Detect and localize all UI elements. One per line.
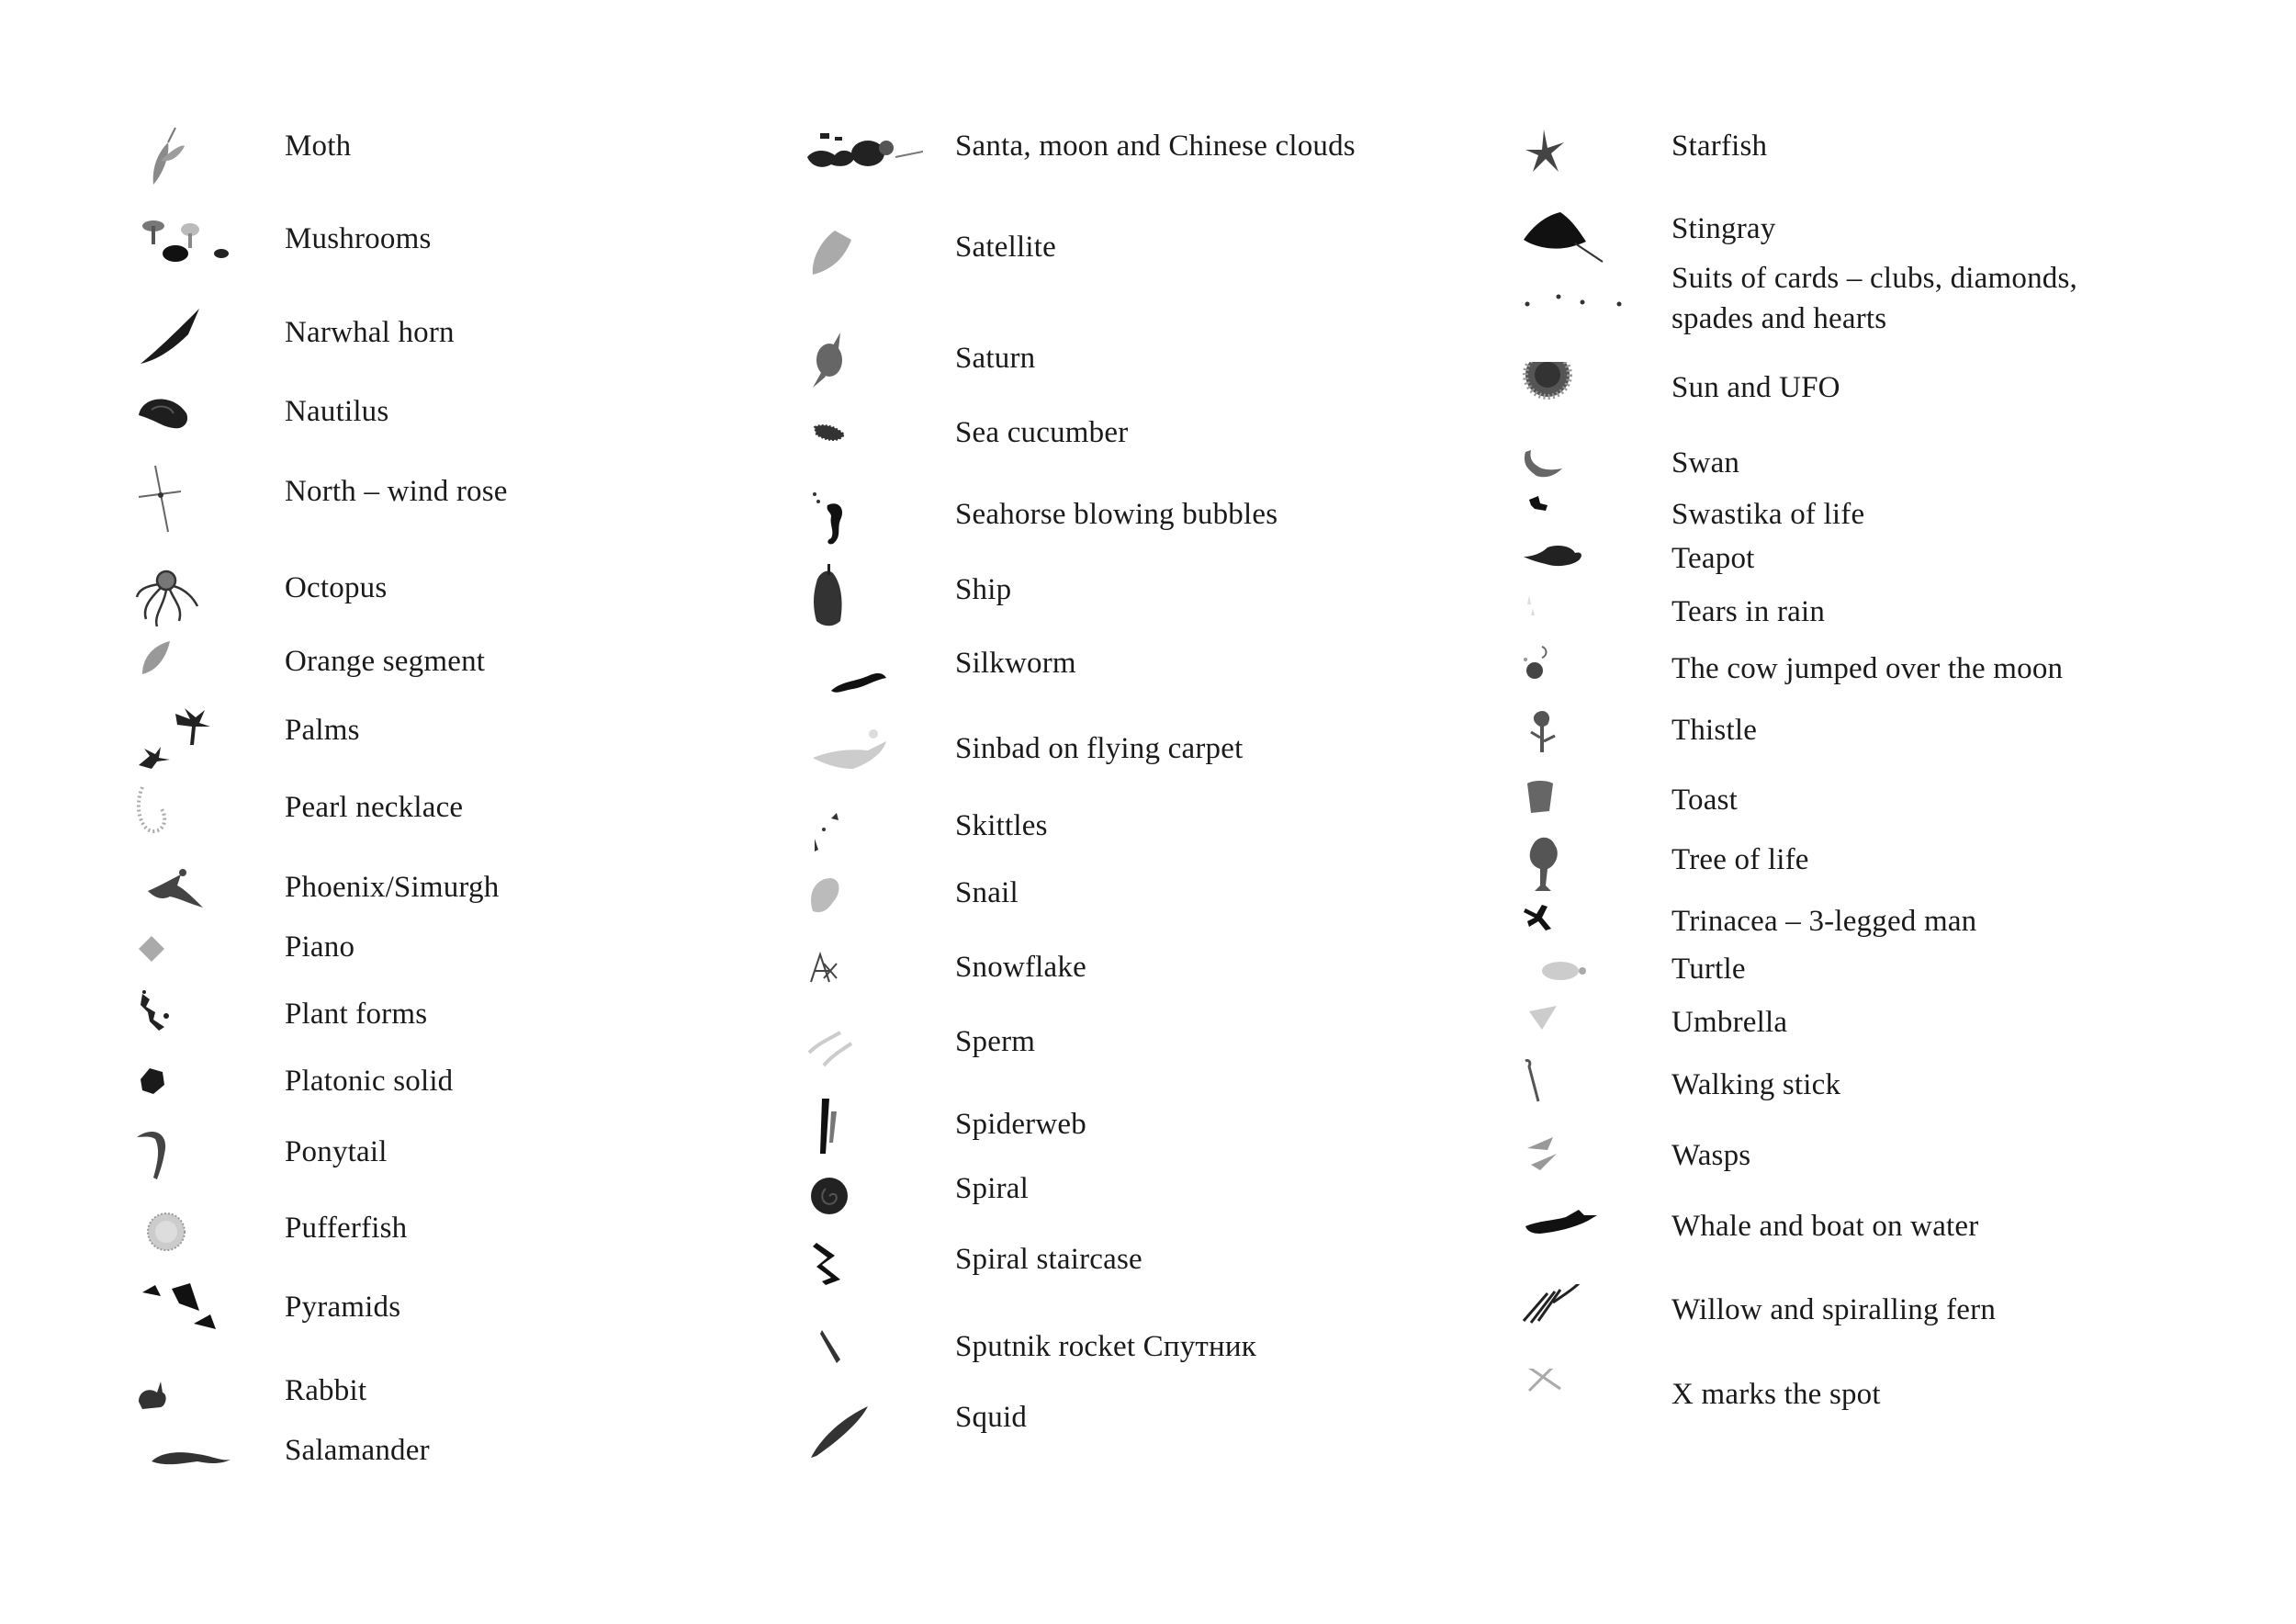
entry-label: Plant forms — [285, 998, 428, 1031]
palms-icon — [133, 705, 253, 776]
orange-segment-icon — [133, 636, 253, 707]
moth-icon — [133, 120, 253, 192]
index-entry — [133, 219, 850, 283]
index-entry — [133, 787, 850, 851]
entry-label: Sea cucumber — [955, 416, 1129, 449]
entry-label: Swan — [1671, 446, 1740, 479]
index-entry — [1520, 710, 2236, 774]
entry-label: Santa, moon and Chinese clouds — [955, 130, 1356, 163]
index-column-3 — [1520, 0, 2236, 1624]
entry-label: Piano — [285, 930, 355, 964]
entry-label: Starfish — [1671, 130, 1768, 163]
index-entry — [804, 338, 1520, 402]
entry-label: Mushrooms — [285, 222, 432, 255]
index-entry — [1520, 1065, 2236, 1129]
nautilus-icon — [133, 386, 253, 457]
spiral-staircase-icon — [804, 1234, 923, 1305]
skittles-icon — [804, 800, 923, 872]
snail-icon — [804, 867, 923, 939]
index-entry — [804, 643, 1520, 707]
entry-label: Tree of life — [1671, 843, 1809, 876]
index-entry — [133, 710, 850, 774]
entry-label: Stingray — [1671, 212, 1776, 245]
index-entry — [1520, 1206, 2236, 1270]
index-entry — [804, 1239, 1520, 1303]
pyramids-icon — [133, 1281, 253, 1353]
entry-label: Wasps — [1671, 1139, 1751, 1172]
entry-label: Trinacea – 3-legged man — [1671, 905, 1977, 938]
wasps-icon — [1520, 1130, 1639, 1201]
entry-label: Nautilus — [285, 395, 389, 428]
satellite-icon — [804, 221, 923, 293]
index-entry — [804, 1104, 1520, 1168]
entry-label: X marks the spot — [1671, 1378, 1881, 1411]
index-entry — [133, 471, 850, 536]
index-column-1 — [133, 0, 850, 1624]
entry-label: Narwhal horn — [285, 316, 455, 349]
whale-boat-icon — [1520, 1201, 1639, 1272]
plant-forms-icon — [133, 988, 253, 1060]
entry-label: Pearl necklace — [285, 791, 464, 824]
entry-label: Teapot — [1671, 542, 1755, 575]
entry-label: Snail — [955, 876, 1019, 909]
index-entry — [133, 927, 850, 991]
index-entry — [804, 806, 1520, 870]
pufferfish-icon — [133, 1202, 253, 1274]
entry-label: Willow and spiralling fern — [1671, 1293, 1997, 1326]
entry-label: Sun and UFO — [1671, 371, 1840, 404]
entry-label: Ship — [955, 573, 1012, 606]
entry-label: Pyramids — [285, 1291, 401, 1324]
entry-label: Sperm — [955, 1025, 1036, 1058]
entry-label: Whale and boat on water — [1671, 1210, 1979, 1243]
walking-stick-icon — [1520, 1059, 1639, 1131]
entry-label: Saturn — [955, 342, 1036, 375]
entry-label: Palms — [285, 714, 360, 747]
index-entry — [1520, 367, 2236, 432]
octopus-icon — [133, 562, 253, 634]
entry-label: Spiral — [955, 1172, 1030, 1205]
index-entry — [804, 570, 1520, 634]
entry-label: Orange segment — [285, 645, 486, 678]
snowflake-icon — [804, 942, 923, 1013]
silkworm-icon — [804, 637, 923, 709]
index-entry — [133, 568, 850, 632]
spiral-icon — [804, 1163, 923, 1235]
index-entry — [804, 947, 1520, 1011]
narwhal-horn-icon — [133, 307, 253, 378]
entry-label: Tears in rain — [1671, 595, 1826, 628]
sperm-icon — [804, 1016, 923, 1088]
mushrooms-icon — [133, 213, 253, 285]
entry-label: Pufferfish — [285, 1212, 408, 1245]
index-entry — [133, 994, 850, 1058]
sputnik-rocket-icon — [804, 1321, 923, 1393]
index-entry — [133, 126, 850, 190]
entry-label: Suits of cards – clubs, diamonds, spades and hearts — [1671, 262, 2077, 335]
index-entry — [133, 1132, 850, 1196]
entry-label: Toast — [1671, 784, 1739, 817]
entry-label: Sputnik rocket Спутник — [955, 1330, 1256, 1363]
entry-label: Snowflake — [955, 951, 1086, 984]
index-entry — [804, 1168, 1520, 1233]
umbrella-icon — [1520, 997, 1639, 1068]
x-marks-spot-icon — [1520, 1369, 1639, 1440]
index-entry — [1520, 1002, 2236, 1066]
sun-ufo-icon — [1520, 362, 1639, 434]
willow-fern-icon — [1520, 1284, 1639, 1356]
entry-label: Turtle — [1671, 953, 1746, 986]
entry-label: North – wind rose — [285, 475, 508, 508]
saturn-icon — [804, 333, 923, 404]
ship-icon — [804, 564, 923, 636]
entry-label: Satellite — [955, 231, 1056, 264]
entry-label: Phoenix/Simurgh — [285, 871, 500, 904]
index-entry — [1520, 258, 2236, 335]
entry-label: Thistle — [1671, 714, 1758, 747]
entry-label: Octopus — [285, 571, 388, 604]
entry-label: Umbrella — [1671, 1006, 1788, 1039]
thistle-icon — [1520, 705, 1639, 776]
index-entry — [804, 494, 1520, 558]
index-entry — [804, 1326, 1520, 1391]
entry-label: Squid — [955, 1401, 1028, 1434]
entry-label: Sinbad on flying carpet — [955, 732, 1244, 765]
index-entry — [804, 1021, 1520, 1086]
entry-label: Walking stick — [1671, 1068, 1841, 1101]
entry-label: Moth — [285, 130, 352, 163]
index-entry — [133, 312, 850, 377]
index-entry — [1520, 126, 2236, 190]
index-entry — [804, 873, 1520, 937]
entry-label: Rabbit — [285, 1374, 367, 1407]
piano-icon — [133, 921, 253, 993]
index-entry — [133, 1061, 850, 1125]
entry-label: The cow jumped over the moon — [1671, 652, 2064, 685]
index-entry — [1520, 1290, 2236, 1354]
seahorse-icon — [804, 489, 923, 560]
index-entry — [1520, 1374, 2236, 1438]
index-entry — [804, 227, 1520, 291]
index-entry — [133, 1287, 850, 1351]
entry-label: Spiral staircase — [955, 1243, 1142, 1276]
sea-cucumber-icon — [804, 407, 923, 479]
index-entry — [133, 391, 850, 456]
card-suits-icon — [1520, 253, 1639, 324]
index-entry — [1520, 648, 2236, 713]
entry-label: Skittles — [955, 809, 1048, 842]
index-entry — [133, 1208, 850, 1272]
entry-label: Salamander — [285, 1434, 430, 1467]
santa-moon-clouds-icon — [804, 120, 923, 192]
platonic-solid-icon — [133, 1055, 253, 1127]
entry-label: Ponytail — [285, 1135, 388, 1168]
ponytail-icon — [133, 1126, 253, 1198]
salamander-icon — [133, 1425, 253, 1496]
entry-label: Spiderweb — [955, 1108, 1086, 1141]
index-entry — [804, 728, 1520, 793]
starfish-icon — [1520, 120, 1639, 192]
index-entry — [1520, 840, 2236, 904]
entry-label: Swastika of life — [1671, 498, 1865, 531]
flying-carpet-icon — [804, 723, 923, 795]
entry-label: Silkworm — [955, 647, 1076, 680]
entry-label: Seahorse blowing bubbles — [955, 498, 1278, 531]
spiderweb-icon — [804, 1099, 923, 1170]
entry-label: Platonic solid — [285, 1065, 454, 1098]
index-entry — [1520, 1135, 2236, 1200]
index-entry — [804, 126, 1520, 190]
pearl-necklace-icon — [133, 782, 253, 853]
index-entry — [133, 641, 850, 705]
index-entry — [133, 1430, 850, 1494]
index-entry — [804, 1397, 1520, 1461]
index-column-2 — [804, 0, 1520, 1624]
squid-icon — [804, 1392, 923, 1463]
wind-rose-icon — [133, 466, 253, 537]
index-entry — [804, 412, 1520, 477]
